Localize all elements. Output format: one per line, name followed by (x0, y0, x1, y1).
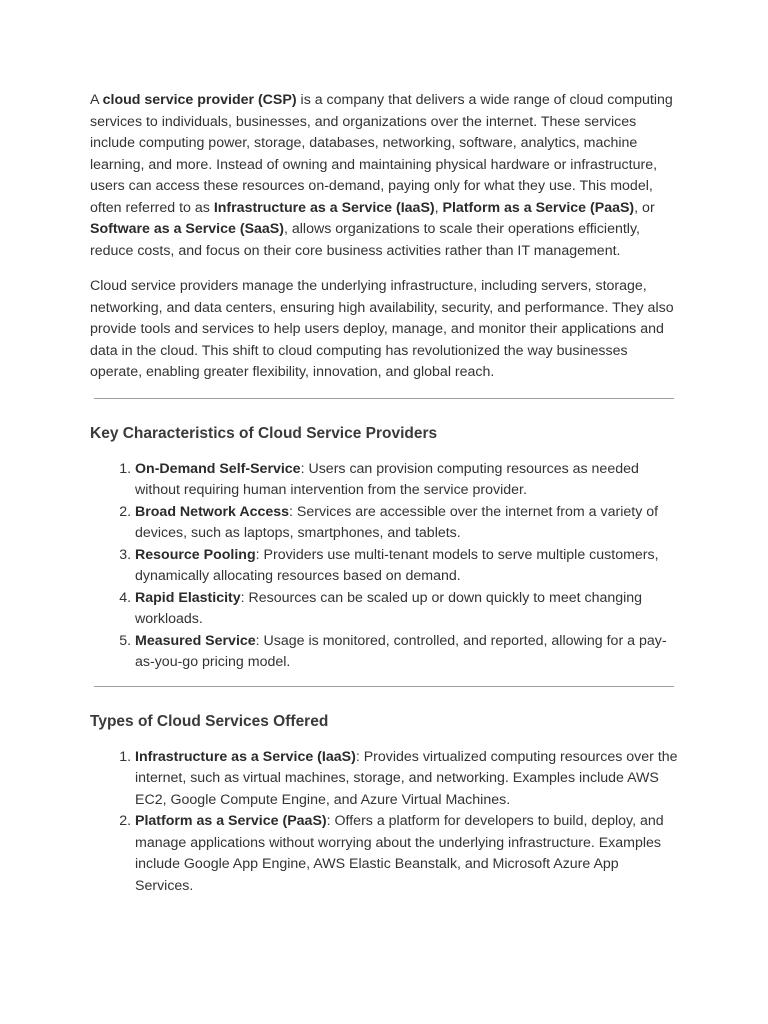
document-body (90, 90, 680, 909)
item-desc: : Provides virtualized computing resources over the internet, such as virtual machines, storage, and networking. Examples include AWS EC2, Google Compute Engine, and Azure Virtual Machines. (135, 748, 678, 808)
csp-term: cloud service provider (CSP) (102, 92, 297, 108)
item-desc: : Services are accessible over the internet from a variety of devices, such as laptops, smartphones, and tablets. (135, 503, 659, 541)
list-item (135, 588, 680, 631)
types-heading: Types of Cloud Services Offered (90, 712, 329, 730)
list-item (135, 747, 680, 812)
characteristics-list (90, 459, 680, 674)
paas-term: Platform as a Service (PaaS) (442, 199, 635, 216)
intro-text: is a company that delivers a wide range of cloud computing services to individuals, businesses, and organizations over the internet. These services include computing power, storage, databases, networking, software, analytics, machine learning, and more. Instead of owning and maintaining physical hardware or infrastructure, users can access these resources on-demand, paying only for what they use. This model, often referred to as (90, 92, 673, 216)
list-item (135, 545, 680, 588)
section-divider (94, 398, 674, 399)
item-term: Measured Service (135, 632, 256, 649)
item-desc: : Resources can be scaled up or down quickly to meet changing workloads. (135, 589, 643, 627)
intro-text: , (434, 199, 443, 216)
saas-term: Software as a Service (SaaS) (90, 221, 284, 237)
types-list (90, 747, 680, 898)
item-term: Resource Pooling (135, 546, 256, 563)
intro-paragraph-1 (90, 90, 680, 262)
item-desc: : Offers a platform for developers to build, deploy, and manage applications without worrying about the underlying infrastructure. Examples include Google App Engine, AWS Elastic Beanstalk, and Microsoft Azure App Services. (135, 813, 664, 894)
list-item (135, 502, 680, 545)
item-term: On-Demand Self-Service (135, 460, 301, 477)
intro-text: , allows organizations to scale their operations efficiently, reduce costs, and focus on their core business activities rather than IT management. (90, 221, 640, 259)
intro-text: , or (634, 199, 655, 216)
section-divider (94, 686, 674, 687)
list-item (135, 811, 680, 897)
item-term: Rapid Elasticity (135, 589, 241, 606)
iaas-term: Infrastructure as a Service (IaaS) (213, 199, 435, 216)
item-desc: : Users can provision computing resources as needed without requiring human intervention from the service provider. (135, 460, 639, 498)
item-term: Infrastructure as a Service (IaaS) (135, 748, 356, 765)
list-item (135, 459, 680, 502)
intro-text: A (90, 92, 103, 108)
item-desc: : Usage is monitored, controlled, and reported, allowing for a pay-as-you-go pricing model. (135, 632, 667, 670)
item-term: Platform as a Service (PaaS) (135, 813, 327, 829)
list-item (135, 631, 680, 674)
item-term: Broad Network Access (135, 503, 290, 520)
item-desc: : Providers use multi-tenant models to serve multiple customers, dynamically allocating resources based on demand. (135, 546, 659, 584)
characteristics-heading: Key Characteristics of Cloud Service Providers (90, 424, 438, 442)
intro-paragraph-2: Cloud service providers manage the underlying infrastructure, including servers, storage, networking, and data centers, ensuring high availability, security, and performance. They also provide tools and services to help users deploy, manage, and monitor their applications and data in the cloud. This shift to cloud computing has revolutionized the way businesses operate, enabling greater flexibility, innovation, and global reach. (90, 278, 674, 380)
